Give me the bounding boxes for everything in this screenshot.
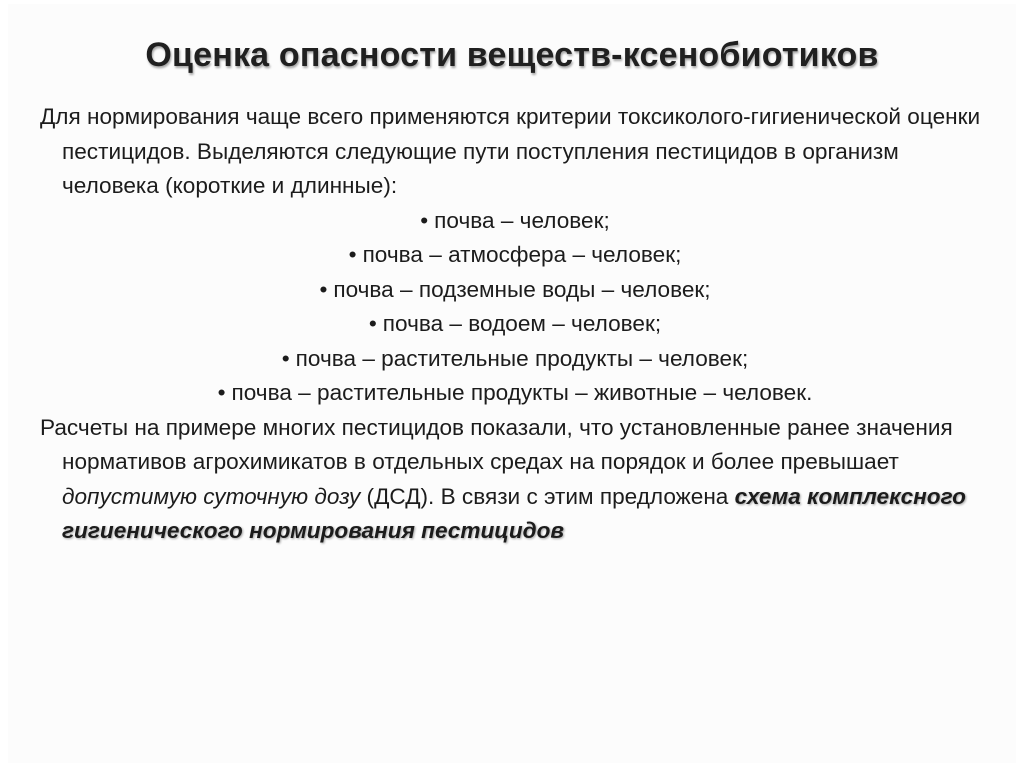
bullet-icon: •	[348, 242, 357, 267]
list-item	[40, 307, 990, 342]
bullet-icon: •	[217, 380, 226, 405]
list-item	[40, 342, 990, 377]
acceptable-daily-dose-term: допустимую суточную дозу	[62, 483, 361, 509]
conclusion-text-2: (ДСД). В связи с этим предложена	[360, 483, 735, 509]
bullet-icon: •	[420, 207, 429, 233]
list-item	[40, 238, 990, 273]
list-item-text: почва – растительные продукты – человек;	[295, 345, 749, 371]
list-item	[40, 273, 990, 308]
intro-paragraph: Для нормирования чаще всего применяются критерии токсиколого-гигиенической оценки пестицидов. Выделяются следующие пути поступления пестицидов в организм человека (короткие и длинные):	[40, 104, 981, 198]
slide-title: Оценка опасности веществ-ксенобиотиков	[145, 36, 879, 74]
conclusion-paragraph	[40, 411, 990, 549]
list-item-text: почва – растительные продукты – животные – человек.	[231, 380, 813, 405]
bullet-icon: •	[281, 345, 290, 371]
list-item-text: почва – атмосфера – человек;	[362, 242, 682, 267]
list-item-text: почва – подземные воды – человек;	[333, 276, 711, 302]
conclusion-text-1: Расчеты на примере многих пестицидов показали, что установленные ранее значения нормативов агрохимикатов в отдельных средах на порядок и более превышает	[40, 414, 953, 474]
bullet-icon: •	[368, 311, 377, 336]
slide-body	[40, 100, 990, 549]
list-item-text: почва – водоем – человек;	[382, 311, 662, 336]
slide	[8, 4, 1016, 763]
pathway-list	[40, 204, 990, 411]
list-item	[40, 376, 990, 411]
complex-rationing-scheme-term: схема комплексного гигиенического нормирования пестицидов	[62, 483, 966, 543]
bullet-icon: •	[319, 276, 328, 302]
list-item-text: почва – человек;	[434, 207, 610, 233]
list-item	[40, 204, 990, 239]
